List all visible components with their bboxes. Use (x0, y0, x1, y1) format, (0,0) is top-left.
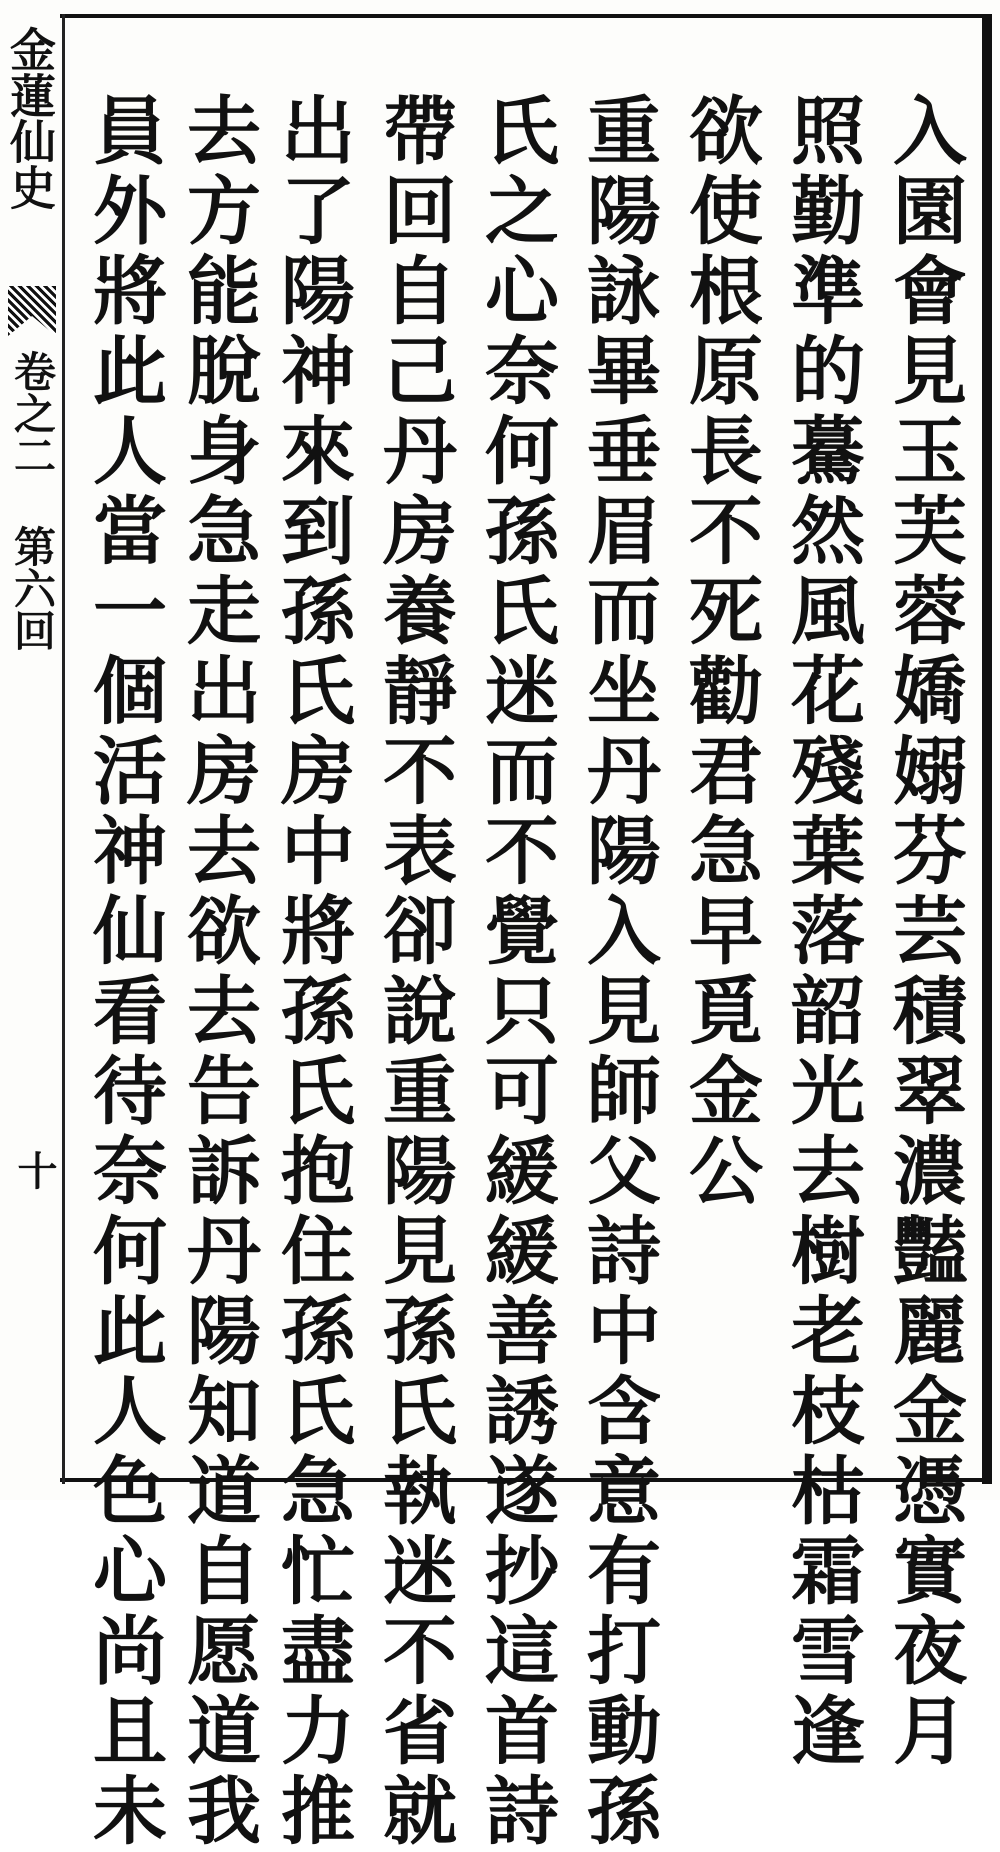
frame-left-border (62, 14, 65, 1484)
chapter-label: 卷之二 第六回 (8, 350, 57, 651)
text-column-3: 欲使根原長不死勸君急早覓金公 (677, 92, 763, 1212)
frame-top-border (60, 14, 990, 18)
text-column-5: 氏之心奈何孫氏迷而不覺只可緩緩善誘遂抄這首詩 (473, 92, 559, 1852)
text-column-9: 員外將此人當一個活神仙看待奈何此人色心尚且未 (81, 92, 167, 1852)
margin-strip (0, 0, 60, 1500)
frame-right-border (982, 14, 992, 1484)
book-title: 金蓮仙史 (3, 26, 57, 210)
text-column-4: 重陽詠畢垂眉而坐丹陽入見師父詩中含意有打動孫 (575, 92, 661, 1852)
text-column-7: 出了陽神來到孫氏房中將孫氏抱住孫氏急忙盡力推 (269, 92, 355, 1852)
text-column-8: 去方能脫身急走出房去欲去告訴丹陽知道自愿道我 (175, 92, 261, 1852)
page-number: 十 (11, 1150, 58, 1190)
text-column-2: 照勤準的驀然風花殘葉落韶光去樹老枝枯霜雪逢 (779, 92, 865, 1772)
fishtail-mark-icon (8, 286, 56, 336)
text-column-1: 入園會見玉芙蓉嬌嫋芬芸積翠濃豔麗金憑實夜月 (881, 92, 967, 1772)
text-column-6: 帶回自己丹房養靜不表卻說重陽見孫氏執迷不省就 (371, 92, 457, 1852)
